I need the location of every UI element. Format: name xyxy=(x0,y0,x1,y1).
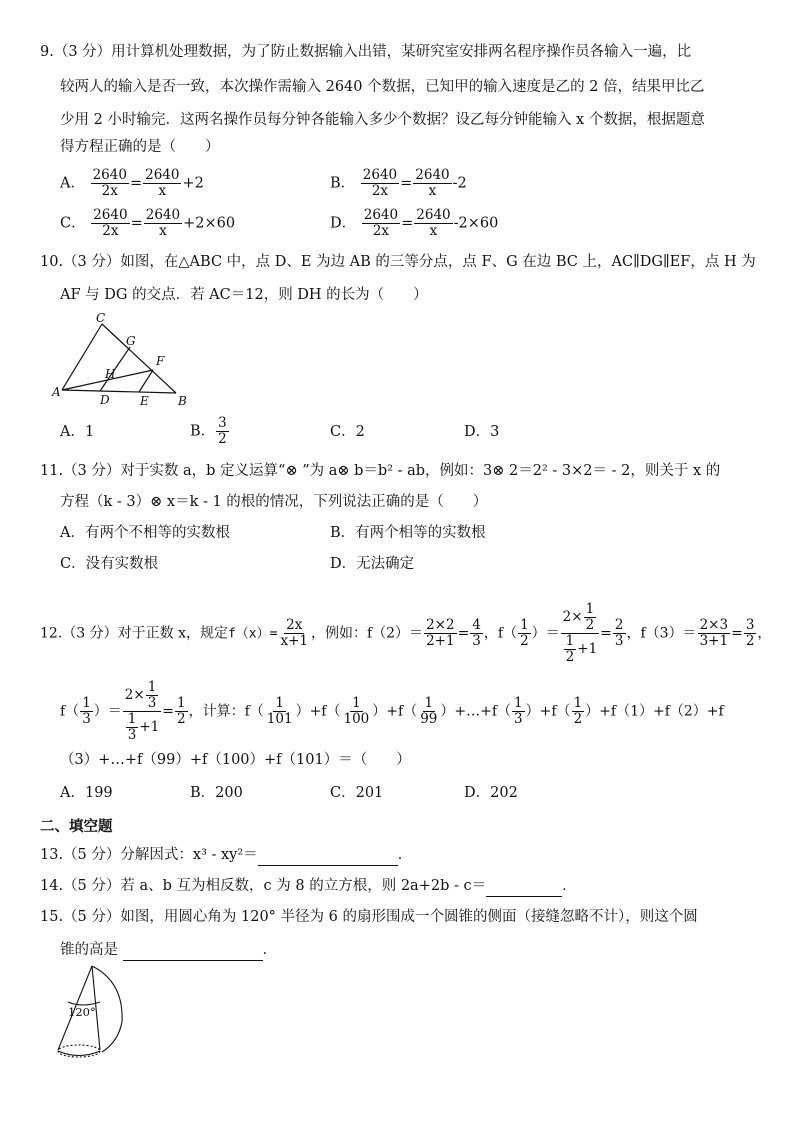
cone-figure xyxy=(42,962,152,1072)
q11-option-b[interactable]: B．有两个相等的实数根 xyxy=(330,525,486,541)
q9-line-3: 少用 2 小时输完．这两名操作员每分钟各能输入多少个数据？设乙每分钟能输入 x 个数据，根据题意 xyxy=(60,112,705,128)
fraction: $\frac{2}{3}$ xyxy=(614,617,624,649)
fraction: $\frac{2640}{2x}$ xyxy=(93,207,128,239)
nested-fraction: 2× $\frac{1}{2}$ $\frac{1}{2}$ +1 xyxy=(562,601,598,665)
fraction: $\frac{2640}{x}$ xyxy=(416,207,451,239)
q14-answer-blank[interactable] xyxy=(486,876,562,897)
q9-line-1: 9.（3 分）用计算机处理数据，为了防止数据输入出错，某研究室安排两名程序操作员各输入一遍，比 xyxy=(40,44,692,60)
q14-line: 14.（5 分）若 a、b 互为相反数，c 为 8 的立方根，则 2a+2b - c＝ ． xyxy=(40,876,577,897)
fraction: $\frac{2640}{x}$ xyxy=(415,167,450,199)
q15-line-2: 锥的高是 ． xyxy=(60,940,277,961)
fraction: $\frac{1}{3}$ xyxy=(514,695,523,727)
label-c: C xyxy=(96,311,106,325)
fraction: $\frac{2\times 3}{3+1}$ xyxy=(699,617,729,649)
segment-ef xyxy=(139,370,153,392)
label-h: H xyxy=(105,367,116,381)
fraction: $\frac{3}{2}$ xyxy=(745,617,755,649)
q10-option-b[interactable]: B． $\frac{3}{2}$ xyxy=(190,415,227,447)
option-label: B． xyxy=(330,175,356,192)
q11-option-c[interactable]: C．没有实数根 xyxy=(60,556,159,572)
q10-option-c[interactable]: C．2 xyxy=(330,424,365,440)
fraction: $\frac{1}{100}$ xyxy=(343,695,370,727)
q10-option-a[interactable]: A．1 xyxy=(60,424,95,440)
q12-option-b[interactable]: B．200 xyxy=(190,785,243,801)
q9-line-4: 得方程正确的是（ ） xyxy=(60,139,220,155)
q12-option-d[interactable]: D．202 xyxy=(464,785,518,801)
q12-line-1: 12.（3 分）对于正数 x，规定f（x）= $\frac{2x}{x+1}$ ，例如：f（2）＝ $\frac{2\times 2}{2+1}$ = $\frac{4}{3}$ ，f（ $\frac{1}{2}$ ）＝ 2× $\frac{1}{2}$ $\frac{1}{2}$ +1 = $\frac{2}{3}$ ，f（3）＝ $\frac{2\times 3}{3+1}$ = $\frac{3}{2}$ ， xyxy=(40,601,772,665)
option-label: C． xyxy=(60,215,86,232)
q10-line-2: AF 与 DG 的交点．若 AC＝12，则 DH 的长为（ ） xyxy=(60,287,428,303)
label-d: D xyxy=(100,393,110,407)
nested-fraction: 2× $\frac{1}{3}$ $\frac{1}{3}$ +1 xyxy=(124,679,160,743)
q15-line-1: 15.（5 分）如图，用圆心角为 120° 半径为 6 的扇形围成一个圆锥的侧面（接缝忽略不计），则这个圆 xyxy=(40,909,698,925)
fraction: $\frac{1}{99}$ xyxy=(420,695,438,727)
segment-ac xyxy=(62,324,102,390)
q12-line-2: f（ $\frac{1}{3}$ ）＝ 2× $\frac{1}{3}$ $\frac{1}{3}$ +1 = $\frac{1}{2}$ ，计算：f（ $\frac{1}{101}$ ）+f（ $\frac{1}{100}$ ）+f（ $\frac{1}{99}$ ）+…+f（ $\frac{1}{3}$ ）+f（ $\frac{1}{2}$ ）+f（1）+f（2）+f xyxy=(60,679,724,743)
fraction: $\frac{1}{3}$ xyxy=(82,695,91,727)
q11-option-d[interactable]: D．无法确定 xyxy=(330,556,415,572)
q13-line: 13.（5 分）分解因式：x³ - xy²＝ ． xyxy=(40,845,412,866)
fraction: $\frac{3}{2}$ xyxy=(218,415,227,447)
triangle-figure xyxy=(50,310,200,410)
fraction: $\frac{1}{2}$ xyxy=(177,695,186,727)
section-heading: 二、填空题 xyxy=(40,819,113,835)
fraction: $\frac{2\times 2}{2+1}$ xyxy=(426,617,455,649)
q9-option-c[interactable]: C． $\frac{2640}{2x}$ = $\frac{2640}{x}$ +2×60 xyxy=(60,207,236,239)
q9-option-d[interactable]: D． $\frac{2640}{2x}$ = $\frac{2640}{x}$ -2×60 xyxy=(330,207,499,239)
q10-line-1: 10.（3 分）如图，在△ABC 中，点 D、E 为边 AB 的三等分点，点 F、G 在边 BC 上，AC∥DG∥EF，点 H 为 xyxy=(40,254,756,270)
fraction: $\frac{2640}{x}$ xyxy=(145,167,180,199)
label-a: A xyxy=(52,385,61,399)
q12-option-c[interactable]: C．201 xyxy=(330,785,384,801)
angle-label: 120° xyxy=(68,1005,96,1019)
q13-answer-blank[interactable] xyxy=(258,845,398,866)
q10-option-d[interactable]: D．3 xyxy=(464,424,500,440)
label-e: E xyxy=(140,394,149,408)
q9-option-a[interactable]: A． $\frac{2640}{2x}$ = $\frac{2640}{x}$ +2 xyxy=(60,167,204,199)
fraction: $\frac{1}{2}$ xyxy=(573,695,583,727)
fraction: $\frac{2640}{2x}$ xyxy=(92,167,127,199)
fraction: $\frac{2640}{x}$ xyxy=(145,207,181,239)
q9-option-b[interactable]: B． $\frac{2640}{2x}$ = $\frac{2640}{x}$ -2 xyxy=(330,167,467,199)
q12-option-a[interactable]: A．199 xyxy=(60,785,113,801)
option-label: D． xyxy=(330,215,357,232)
q15-answer-blank[interactable] xyxy=(123,940,263,961)
option-label: A． xyxy=(60,175,85,192)
label-g: G xyxy=(126,334,136,348)
fraction: $\frac{4}{3}$ xyxy=(472,617,481,649)
label-f: F xyxy=(156,354,165,368)
fraction: $\frac{1}{2}$ xyxy=(520,617,529,649)
q11-option-a[interactable]: A．有两个不相等的实数根 xyxy=(60,525,230,541)
fraction: $\frac{2640}{2x}$ xyxy=(362,167,398,199)
segment-cb xyxy=(102,324,176,393)
label-b: B xyxy=(178,394,187,408)
fraction: $\frac{1}{101}$ xyxy=(266,695,293,727)
fraction: $\frac{2x}{x+1}$ xyxy=(280,617,308,649)
q9-line-2: 较两人的输入是否一致，本次操作需输入 2640 个数据，已知甲的输入速度是乙的 2 倍，结果甲比乙 xyxy=(60,79,705,95)
segment-ab xyxy=(62,390,176,393)
q11-line-1: 11.（3 分）对于实数 a，b 定义运算“⊗ ”为 a⊗ b＝b² - ab，例如：3⊗ 2＝2² - 3×2＝ - 2，则关于 x 的 xyxy=(40,463,721,479)
q12-line-3: （3）+…+f（99）+f（100）+f（101）＝（ ） xyxy=(60,752,411,768)
fraction: $\frac{2640}{2x}$ xyxy=(363,207,399,239)
q11-line-2: 方程（k - 3）⊗ x＝k - 1 的根的情况，下列说法正确的是（ ） xyxy=(60,494,488,510)
